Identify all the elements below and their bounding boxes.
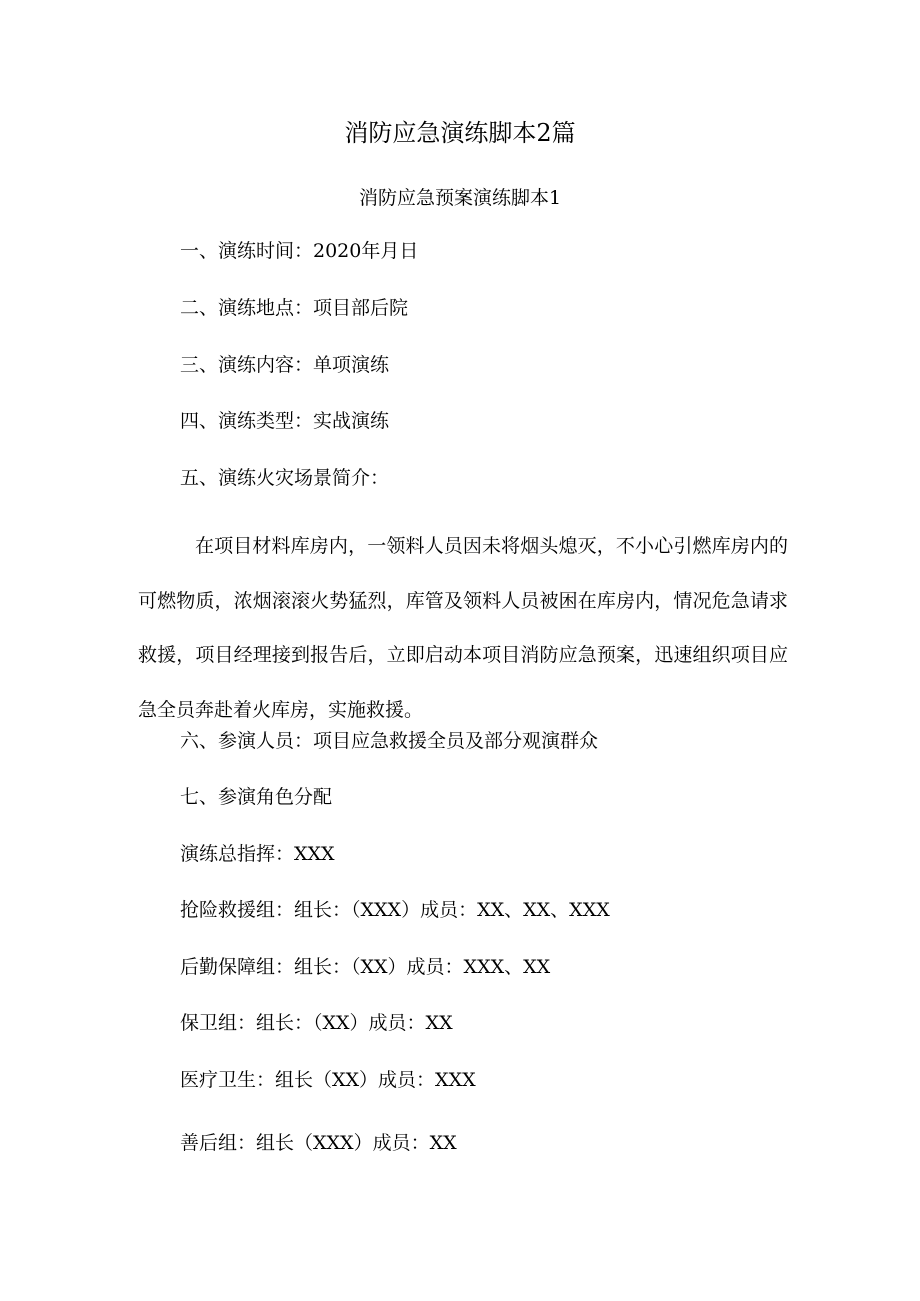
drill-content-item: 三、演练内容：单项演练 — [180, 354, 390, 376]
role-aftermath-group: 善后组：组长（XXX）成员：XX — [180, 1132, 457, 1154]
role-security-group: 保卫组：组长：（XX）成员：XX — [180, 1012, 453, 1034]
role-commander: 演练总指挥：XXX — [180, 843, 335, 865]
role-logistics-group: 后勤保障组：组长：（XX）成员：XXX、XX — [180, 956, 551, 978]
roles-heading: 七、参演角色分配 — [180, 786, 333, 808]
fire-scenario-heading: 五、演练火灾场景简介： — [180, 467, 390, 489]
participants-item: 六、参演人员：项目应急救援全员及部分观演群众 — [180, 730, 599, 752]
drill-location-item: 二、演练地点：项目部后院 — [180, 297, 409, 319]
role-medical-group: 医疗卫生：组长（XX）成员：XXX — [180, 1069, 476, 1091]
document-title: 消防应急演练脚本2篇 — [344, 119, 576, 147]
document-subtitle: 消防应急预案演练脚本1 — [358, 187, 562, 209]
drill-type-item: 四、演练类型：实战演练 — [180, 410, 390, 432]
fire-scenario-paragraph: 在项目材料库房内，一领料人员因未将烟头熄灭，不小心引燃库房内的可燃物质，浓烟滚滚火势猛烈，库管及领料人员被困在库房内，情况危急请求救援，项目经理接到报告后，立即启动本项目消防应急预案，迅速组织项目应急全员奔赴着火库房，实施救援。 — [138, 535, 788, 721]
role-rescue-group: 抢险救援组：组长：（XXX）成员：XX、XX、XXX — [180, 899, 610, 921]
drill-time-item: 一、演练时间：2020年月日 — [180, 240, 419, 262]
